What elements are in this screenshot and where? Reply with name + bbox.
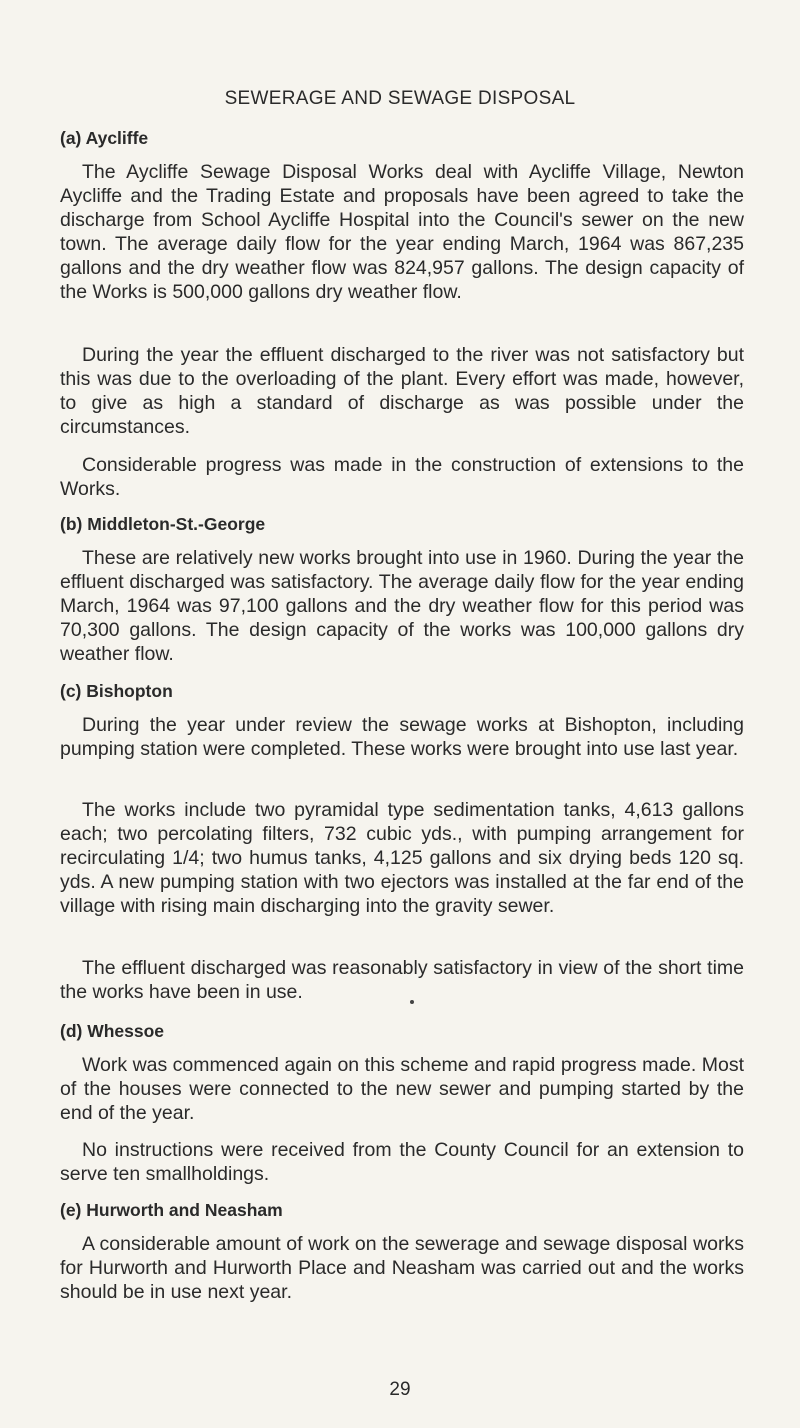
section-heading-middleton: (b) Middleton-St.-George (60, 514, 266, 534)
paragraph-whessoe-2: No instructions were received from the County Council for an extension to serve ten smallholdings. (60, 1139, 744, 1185)
page-number: 29 (389, 1379, 411, 1400)
section-heading-bishopton: (c) Bishopton (60, 681, 173, 701)
page-title: SEWERAGE AND SEWAGE DISPOSAL (224, 88, 576, 109)
paragraph-bishopton-3: The effluent discharged was reasonably satisfactory in view of the short time the works have been in use. (60, 957, 744, 1003)
paragraph-aycliffe-1: The Aycliffe Sewage Disposal Works deal with Aycliffe Village, Newton Aycliffe and the Trading Estate and proposals have been agreed to take the discharge from School Aycliffe Hospital into the Council's sewer on the new town. The average daily flow for the year ending March, 1964 was 867,235 gallons and the dry weather flow was 824,957 gallons. The design capacity of the Works is 500,000 gallons dry weather flow. (60, 161, 744, 303)
paragraph-bishopton-1: During the year under review the sewage works at Bishopton, including pumping station were completed. These works were brought into use last year. (60, 714, 744, 760)
paragraph-aycliffe-3: Considerable progress was made in the construction of extensions to the Works. (60, 454, 744, 500)
print-speck (410, 1000, 414, 1004)
section-heading-hurworth: (e) Hurworth and Neasham (60, 1200, 283, 1220)
paragraph-whessoe-1: Work was commenced again on this scheme and rapid progress made. Most of the houses were connected to the new sewer and pumping started by the end of the year. (60, 1054, 744, 1124)
section-heading-whessoe: (d) Whessoe (60, 1021, 165, 1041)
paragraph-middleton-1: These are relatively new works brought into use in 1960. During the year the effluent discharged was satisfactory. The average daily flow for the year ending March, 1964 was 97,100 gallons and the dry weather flow for this period was 70,300 gallons. The design capacity of the works was 100,000 gallons dry weather flow. (60, 547, 744, 665)
section-heading-aycliffe: (a) Aycliffe (60, 128, 149, 148)
paragraph-hurworth-1: A considerable amount of work on the sewerage and sewage disposal works for Hurworth and Hurworth Place and Neasham was carried out and the works should be in use next year. (60, 1233, 744, 1303)
paragraph-aycliffe-2: During the year the effluent discharged to the river was not satisfactory but this was due to the overloading of the plant. Every effort was made, however, to give as high a standard of discharge as was possible under the circumstances. (60, 344, 744, 438)
paragraph-bishopton-2: The works include two pyramidal type sedimentation tanks, 4,613 gallons each; two percolating filters, 732 cubic yds., with pumping arrangement for recirculating 1/4; two humus tanks, 4,125 gallons and six drying beds 120 sq. yds. A new pumping station with two ejectors was installed at the far end of the village with rising main discharging into the gravity sewer. (60, 799, 744, 917)
